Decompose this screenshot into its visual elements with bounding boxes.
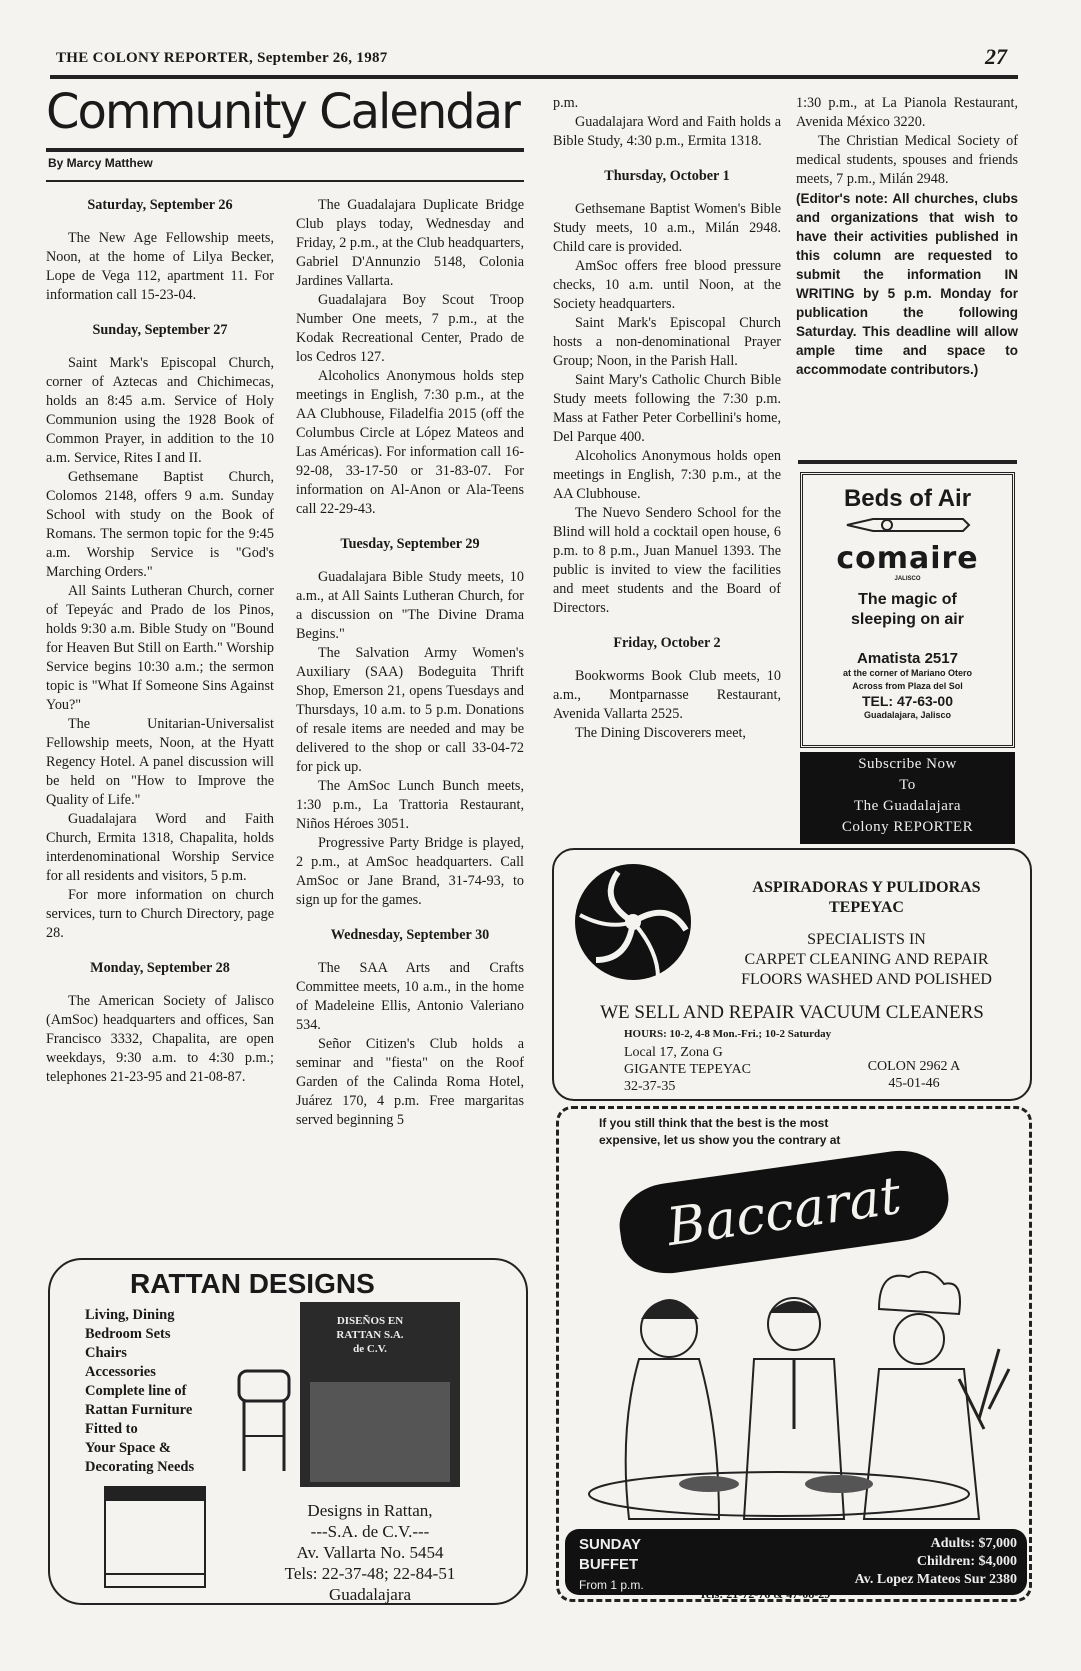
location-phone: 32-37-35 — [624, 1079, 676, 1094]
page-title: Community Calendar — [46, 84, 519, 140]
restaurant-address: Av. Lopez Mateos Sur 2380 — [854, 1572, 1017, 1587]
restaurant-phones: Tels: 21-72-76 & 47-08-29 — [699, 1587, 831, 1601]
company-phones: Tels: 22-37-48; 22-84-51 — [284, 1564, 456, 1583]
date-heading: Tuesday, September 29 — [340, 536, 480, 552]
event-item: The Salvation Army Women's Auxiliary (SAA) Bodeguita Thrift Shop, Emerson 21, opens Tuesdays and Thursdays, 10 a.m. to 5 p.m. Donations of resale items are needed and may be delivered to the shop or call 33-04-72 for pick up. — [296, 645, 524, 775]
date-heading: Monday, September 28 — [90, 960, 230, 976]
product-item: Living, Dining — [85, 1307, 175, 1323]
byline: By Marcy Matthew — [48, 156, 153, 170]
branch-phone: 45-01-46 — [888, 1076, 940, 1091]
event-item: The American Society of Jalisco (AmSoc) headquarters and offices, San Francisco 3332, Chapalita, are open weekdays, 9:30 a.m. to 4:30 p.m.; telephones 21-23-95 and 21-08-87. — [46, 993, 274, 1085]
event-item: All Saints Lutheran Church, corner of Tepeyác and Prado de los Pinos, holds 9:30 a.m. Bible Study on "Bound for Heaven But Still on Earth." Worship Service begins 10:30 a.m.; the sermon topic is "What If Someone Sins Against You?" — [46, 583, 274, 713]
event-item: Guadalajara Word and Faith holds a Bible Study, 4:30 p.m., Ermita 1318. — [553, 114, 781, 149]
editors-note: (Editor's note: All churches, clubs and organizations that wish to have their activities published in this column are requested to submit the information IN WRITING by 5 p.m. Monday for publication the following Saturday. This deadline will allow ample time and space to accommodate contributors.) — [796, 191, 1018, 377]
buffet-line: BUFFET — [579, 1556, 639, 1573]
brand-sub: JALISCO — [894, 576, 921, 582]
ad-rattan-designs — [48, 1258, 528, 1605]
shop-name-line: ASPIRADORAS Y PULIDORAS — [752, 879, 981, 896]
baccarat-logo-text: Baccarat — [663, 1165, 905, 1259]
price-adults: Adults: $7,000 — [930, 1536, 1017, 1551]
event-item: Gethsemane Baptist Church, Colomos 2148, offers 9 a.m. Sunday School with study on the Book of Romans. The sermon topic for the 9:45 a.m. Worship Service is "God's Marching Orders." — [46, 469, 274, 580]
event-item: Gethsemane Baptist Women's Bible Study meets, 10 a.m., Milán 2948. Child care is provided. — [553, 201, 781, 255]
rattan-stool-icon — [234, 1366, 294, 1476]
air-mattress-icon — [843, 513, 973, 537]
event-item: The Christian Medical Society of medical students, spouses and friends meets, 7 p.m., Milán 2948. — [796, 133, 1018, 187]
ad-baccarat — [556, 1106, 1032, 1602]
event-item: Saint Mark's Episcopal Church hosts a non-denominational Prayer Group; Noon, in the Parish Hall. — [553, 315, 781, 369]
product-item: Accessories — [85, 1364, 156, 1380]
swirl-logo-icon — [568, 860, 698, 985]
event-item: The Dining Discoverers meet, — [575, 725, 746, 741]
event-item: The New Age Fellowship meets, Noon, at the home of Lilya Becker, Lope de Vega 112, apartment 11. For information call 15-23-04. — [46, 230, 274, 303]
buffet-info — [579, 1535, 644, 1595]
ad-phone: TEL: 47-63-00 — [861, 693, 954, 709]
price-children: Children: $4,000 — [916, 1554, 1017, 1569]
event-item: Guadalajara Word and Faith Church, Ermita 1318, Chapalita, holds interdenominational Worship Service for all residents and visitors, 5 p.m. — [46, 811, 274, 884]
company-name: Designs in Rattan, — [307, 1501, 433, 1520]
product-item: Rattan Furniture — [85, 1402, 193, 1418]
event-item: Progressive Party Bridge is played, 2 p.m., at AmSoc headquarters. Call AmSoc or Jane Brand, 31-74-93, to sign up for the games. — [296, 835, 524, 908]
shop-location — [624, 1044, 751, 1095]
buffet-time: From 1 p.m. — [579, 1578, 644, 1592]
shop-name — [709, 878, 1024, 918]
branch-address: COLON 2962 A — [867, 1059, 961, 1074]
location-line: Local 17, Zona G — [624, 1045, 723, 1060]
event-item: Alcoholics Anonymous holds open meetings in English, 7:30 p.m., at the AA Clubhouse. — [553, 448, 781, 502]
product-list — [85, 1306, 194, 1477]
product-item: Fitted to — [85, 1421, 138, 1437]
product-item: Complete line of — [85, 1383, 187, 1399]
subscribe-line: To — [899, 777, 916, 793]
event-item: Alcoholics Anonymous holds step meetings in English, 7:30 p.m., at the AA Clubhouse, Filadelfia 2015 (off the Columbus Circle at López Mateos and Las Américas). For information call 16-92-08, 33-17-50 or 31-83-07. For information on Al-Anon or Ala-Teens call 22-29-43. — [296, 368, 524, 517]
service-line: FLOORS WASHED AND POLISHED — [741, 971, 992, 988]
shop-slogan: WE SELL AND REPAIR VACUUM CLEANERS — [600, 1002, 984, 1023]
title-rule — [46, 148, 524, 152]
company-address: Av. Vallarta No. 5454 — [296, 1543, 444, 1562]
page-number: 27 — [985, 44, 1007, 69]
ad-beds-of-air — [800, 472, 1015, 748]
column-1 — [46, 192, 274, 1087]
company-city: Guadalajara — [328, 1585, 412, 1604]
chefs-illustration-icon — [579, 1269, 1015, 1529]
service-line: SPECIALISTS IN — [807, 931, 926, 948]
shop-name-line: TEPEYAC — [829, 899, 904, 916]
company-suffix: ---S.A. de C.V.--- — [310, 1522, 430, 1541]
rattan-shelf-icon — [100, 1482, 210, 1592]
ad-title: RATTAN DESIGNS — [130, 1268, 375, 1299]
ad-city: Guadalajara, Jalisco — [863, 710, 952, 720]
shop-hours: HOURS: 10-2, 4-8 Mon.-Fri.; 10-2 Saturday — [624, 1028, 832, 1040]
column-2 — [296, 196, 524, 1130]
event-item: The Unitarian-Universalist Fellowship meets, Noon, at the Hyatt Regency Hotel. A panel discussion will be held on "How to Improve the Quality of Life." — [46, 716, 274, 808]
event-item: p.m. — [553, 95, 579, 111]
buffet-line: SUNDAY — [579, 1536, 641, 1553]
ad-aspiradoras — [552, 848, 1032, 1101]
shop-branch — [854, 1058, 974, 1092]
event-item: The AmSoc Lunch Bunch meets, 1:30 p.m., La Trattoria Restaurant, Niños Héroes 3051. — [296, 778, 524, 832]
product-item: Bedroom Sets — [85, 1326, 171, 1342]
buffet-band — [565, 1529, 1027, 1595]
date-heading: Thursday, October 1 — [604, 168, 730, 184]
column-4-rule — [798, 460, 1017, 464]
ad-location: at the corner of Mariano Otero — [842, 668, 973, 678]
product-item: Your Space & — [85, 1440, 171, 1456]
event-item: Guadalajara Bible Study meets, 10 a.m., at All Saints Lutheran Church, for a discussion on "The Divine Drama Begins." — [296, 569, 524, 642]
storefront-window — [310, 1382, 450, 1482]
event-item: AmSoc offers free blood pressure checks, 10 a.m. until Noon, at the Society headquarters. — [553, 258, 781, 312]
baccarat-logo — [614, 1144, 953, 1279]
event-item: Señor Citizen's Club holds a seminar and "fiesta" on the Roof Garden of the Calinda Roma Hotel, Juárez 170, 4 p.m. Free margaritas served beginning 5 — [296, 1036, 524, 1128]
date-heading: Wednesday, September 30 — [330, 927, 490, 943]
storefront-sign: DISEÑOS EN RATTAN S.A. de C.V. — [336, 1315, 404, 1355]
event-item: The SAA Arts and Crafts Committee meets, 10 a.m., in the home of Madeleine Ellis, Antonio Valeriano 534. — [296, 960, 524, 1033]
ad-subscribe — [800, 752, 1015, 844]
event-item: The Guadalajara Duplicate Bridge Club plays today, Wednesday and Friday, 2 p.m., at the Club headquarters, Gabriel D'Annunzio 5148, Colonia Jardines Vallarta. — [296, 197, 524, 289]
event-item: The Nuevo Sendero School for the Blind will hold a cocktail open house, 6 p.m. to 8 p.m., Juan Manuel 1393. The public is invited to view the facilities and meet students and the Board of Directors. — [553, 505, 781, 616]
event-item: For more information on church services, turn to Church Directory, page 28. — [46, 887, 274, 941]
date-heading: Sunday, September 27 — [92, 322, 228, 338]
rattan-contact — [250, 1500, 490, 1605]
subscribe-line: Subscribe Now — [858, 756, 957, 772]
event-item: Bookworms Book Club meets, 10 a.m., Montparnasse Restaurant, Avenida Vallarta 2525. — [553, 668, 781, 722]
ad-address: Amatista 2517 — [857, 650, 958, 667]
brand-logo: comaire — [836, 541, 979, 576]
column-3 — [553, 94, 781, 743]
event-item: 1:30 p.m., at La Pianola Restaurant, Avenida México 3220. — [796, 95, 1018, 130]
location-line: GIGANTE TEPEYAC — [624, 1062, 751, 1077]
event-item: Saint Mary's Catholic Church Bible Study meets following the 7:30 p.m. Mass at Father Peter Corbellini's home, Del Parque 400. — [553, 372, 781, 445]
product-item: Decorating Needs — [85, 1459, 195, 1475]
byline-rule — [46, 180, 524, 182]
storefront-photo — [300, 1302, 460, 1487]
date-heading: Saturday, September 26 — [87, 197, 233, 213]
column-4 — [796, 94, 1018, 379]
service-line: CARPET CLEANING AND REPAIR — [744, 951, 989, 968]
product-item: Chairs — [85, 1345, 127, 1361]
running-head: THE COLONY REPORTER, September 26, 1987 — [56, 50, 388, 66]
subscribe-line: The Guadalajara — [853, 798, 962, 814]
subscribe-line: Colony REPORTER — [841, 819, 974, 835]
buffet-prices — [855, 1535, 1017, 1589]
event-item: Guadalajara Boy Scout Troop Number One meets, 7 p.m., at the Kodak Recreational Center, Prado de los Cedros 127. — [296, 292, 524, 365]
header-rule — [50, 75, 1018, 79]
event-item: Saint Mark's Episcopal Church, corner of Aztecas and Chichimecas, holds an 8:45 a.m. Service of Holy Communion using the 1928 Book of Common Prayer, in addition to the 10 a.m. Service, Rites I and II. — [46, 355, 274, 466]
ad-lead-text: If you still think that the best is the most expensive, let us show you the contrary at — [599, 1116, 841, 1147]
date-heading: Friday, October 2 — [613, 635, 721, 651]
ad-title: Beds of Air — [843, 485, 972, 512]
ad-tagline: The magic of sleeping on air — [851, 591, 964, 628]
shop-services — [704, 930, 1029, 990]
ad-location: Across from Plaza del Sol — [852, 681, 963, 691]
